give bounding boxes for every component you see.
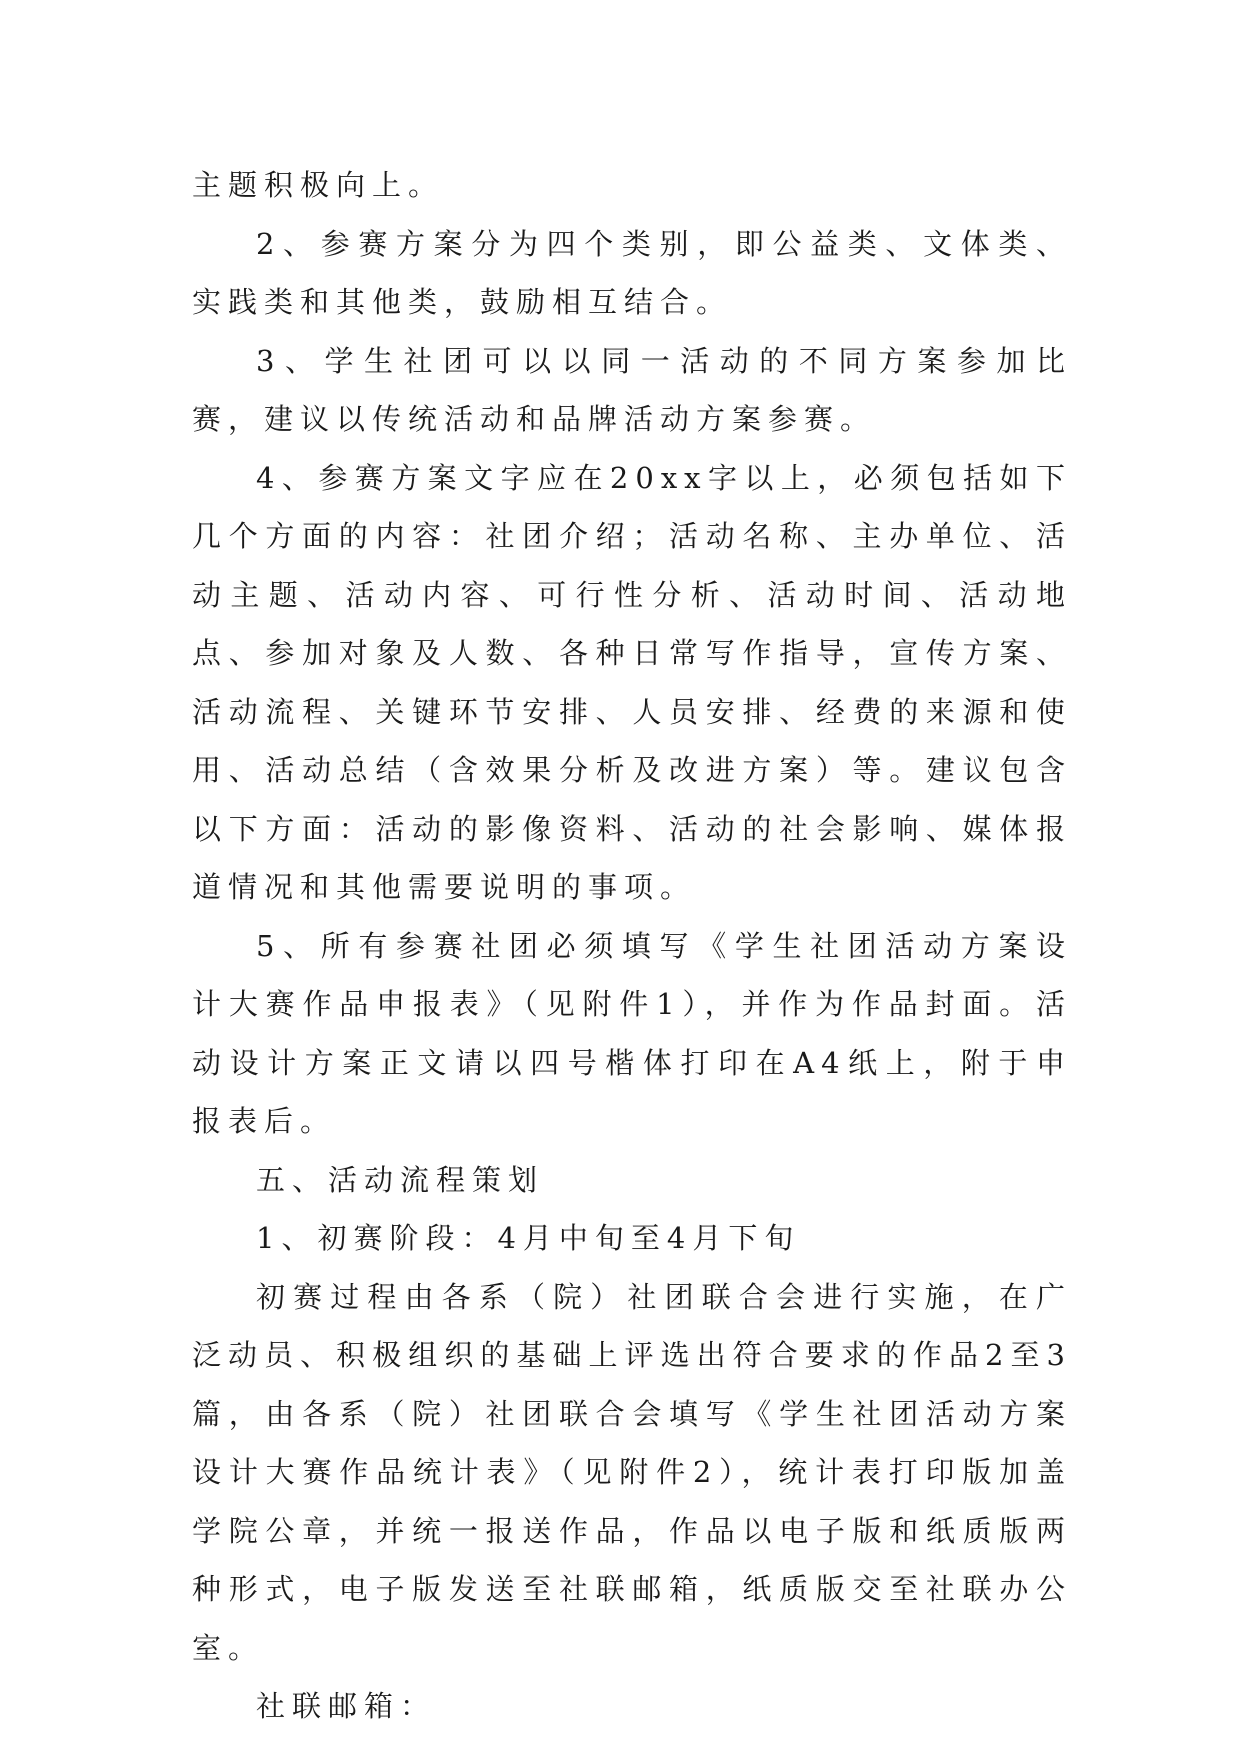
subheading-preliminary-stage: 1、初赛阶段：4月中旬至4月下旬 xyxy=(256,1221,801,1255)
document-body xyxy=(192,156,1072,1736)
paragraph-item-2-categories: 2、参赛方案分为四个类别，即公益类、文体类、实践类和其他类，鼓励相互结合。 xyxy=(192,226,1072,319)
paragraph-email-label: 社联邮箱： xyxy=(256,1689,437,1723)
paragraph-preliminary-details: 初赛过程由各系（院）社团联合会进行实施，在广泛动员、积极组织的基础上评选出符合要求的作品2至3篇，由各系（院）社团联合会填写《学生社团活动方案设计大赛作品统计表》（见附件2），统计表打印版加盖学院公章，并统一报送作品，作品以电子版和纸质版两种形式，电子版发送至社联邮箱，纸质版交至社联办公室。 xyxy=(192,1279,1072,1665)
paragraph-item-5-application-form: 5、所有参赛社团必须填写《学生社团活动方案设计大赛作品申报表》（见附件1），并作为作品封面。活动设计方案正文请以四号楷体打印在A4纸上，附于申报表后。 xyxy=(192,928,1072,1138)
section-heading-process: 五、活动流程策划 xyxy=(256,1162,545,1197)
paragraph-item-4-requirements: 4、参赛方案文字应在20xx字以上，必须包括如下几个方面的内容：社团介绍；活动名称、主办单位、活动主题、活动内容、可行性分析、活动时间、活动地点、参加对象及人数、各种日常写作指导，宣传方案、活动流程、关键环节安排、人员安排、经费的来源和使用、活动总结（含效果分析及改进方案）等。建议包含以下方面：活动的影像资料、活动的社会影响、媒体报道情况和其他需要说明的事项。 xyxy=(192,460,1072,904)
paragraph-continuation: 主题积极向上。 xyxy=(192,168,445,202)
paragraph-item-3-plans: 3、学生社团可以以同一活动的不同方案参加比赛，建议以传统活动和品牌活动方案参赛。 xyxy=(192,343,1072,436)
